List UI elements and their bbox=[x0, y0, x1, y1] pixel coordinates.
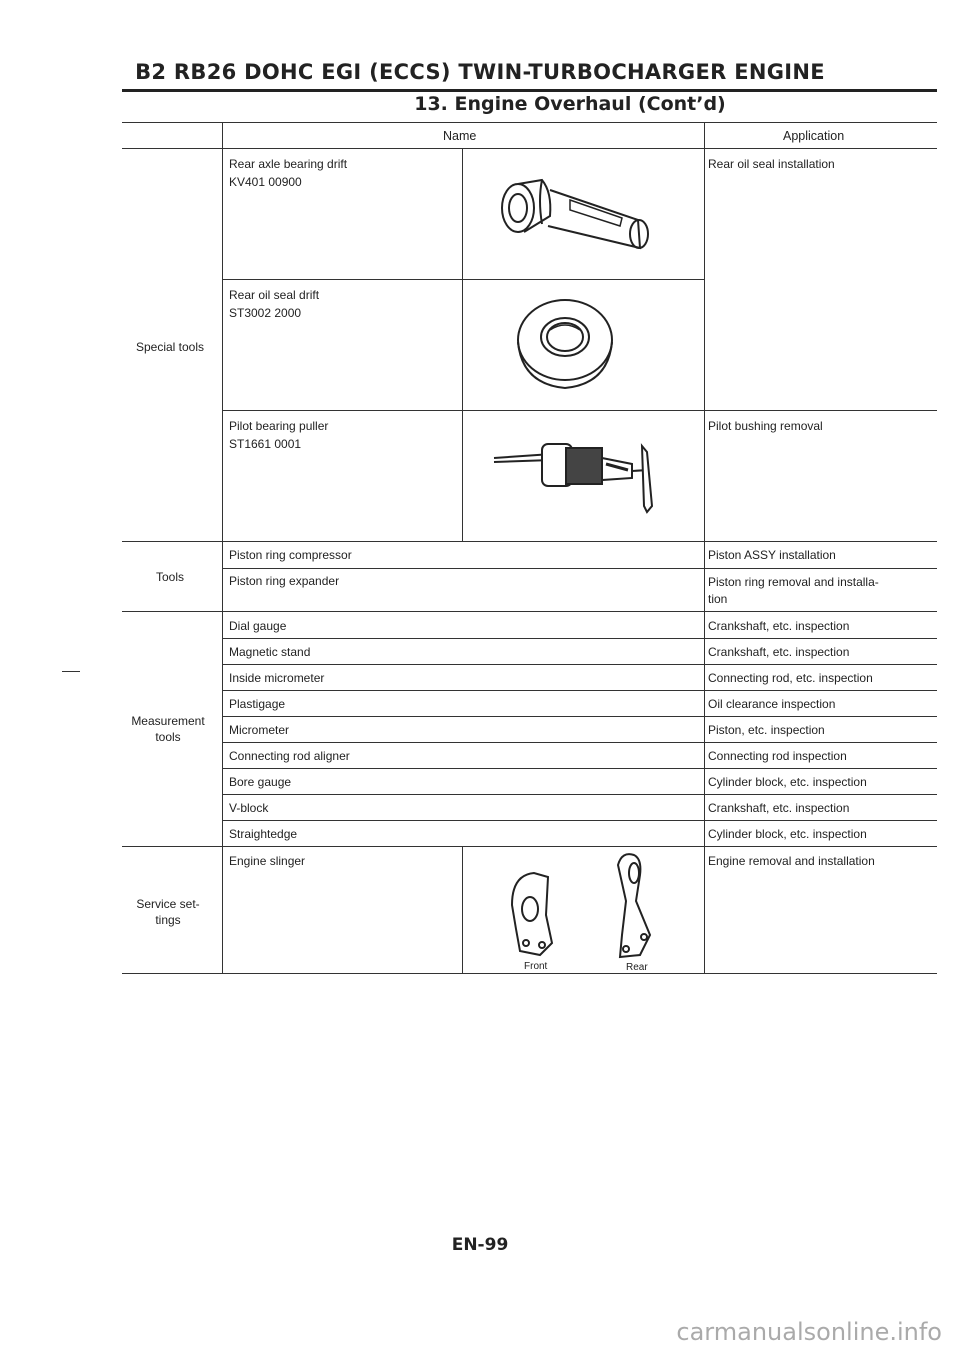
engine-slinger-illustration bbox=[490, 845, 680, 970]
category-service-settings bbox=[118, 896, 218, 928]
slinger-rear-label: Rear bbox=[626, 962, 648, 973]
tool-name: Micrometer bbox=[229, 723, 290, 737]
tool-application: Connecting rod inspection bbox=[708, 749, 847, 763]
category-tools: Tools bbox=[155, 570, 184, 584]
tool-name: Plastigage bbox=[229, 697, 286, 711]
tool-name: V-block bbox=[229, 801, 269, 815]
tool-name: Piston ring compressor bbox=[229, 548, 352, 562]
tool-application: Crankshaft, etc. inspection bbox=[708, 645, 850, 659]
tool-part-number: KV401 00900 bbox=[229, 175, 302, 189]
tool-name: Engine slinger bbox=[229, 854, 306, 868]
tool-name: Straightedge bbox=[229, 827, 298, 841]
tool-name: Inside micrometer bbox=[229, 671, 325, 685]
tool-name: Magnetic stand bbox=[229, 645, 311, 659]
rear-oil-seal-drift-illustration bbox=[510, 292, 620, 397]
tool-name: Bore gauge bbox=[229, 775, 292, 789]
tool-name: Rear axle bearing drift bbox=[229, 157, 348, 171]
column-header-application: Application bbox=[783, 129, 845, 143]
margin-mark bbox=[62, 671, 80, 672]
tool-name: Pilot bearing puller bbox=[229, 419, 329, 433]
pilot-bearing-puller-illustration bbox=[492, 436, 670, 516]
tool-application: Piston ring removal and installa- bbox=[708, 575, 879, 589]
document-title: B2 RB26 DOHC EGI (ECCS) TWIN-TURBOCHARGER ENGINE bbox=[135, 60, 825, 84]
column-header-name: Name bbox=[443, 129, 477, 143]
tool-name: Connecting rod aligner bbox=[229, 749, 350, 763]
rear-axle-bearing-drift-illustration bbox=[490, 168, 665, 268]
page-number: EN-99 bbox=[451, 1235, 509, 1255]
tool-application: Connecting rod, etc. inspection bbox=[708, 671, 873, 685]
tool-application: Crankshaft, etc. inspection bbox=[708, 801, 850, 815]
category-measurement-line2: tools bbox=[155, 730, 181, 744]
section-subtitle: 13. Engine Overhaul (Cont’d) bbox=[414, 93, 726, 115]
category-service-line2: tings bbox=[155, 913, 181, 927]
category-service-line1: Service set- bbox=[136, 897, 200, 911]
tool-application: Crankshaft, etc. inspection bbox=[708, 619, 850, 633]
tool-application: Pilot bushing removal bbox=[708, 419, 823, 433]
tool-application-cont: tion bbox=[708, 592, 728, 606]
slinger-front-label: Front bbox=[524, 961, 548, 972]
tool-application: Cylinder block, etc. inspection bbox=[708, 827, 867, 841]
watermark: carmanualsonline.info bbox=[676, 1318, 942, 1346]
title-rule bbox=[122, 89, 937, 92]
tool-part-number: ST3002 2000 bbox=[229, 306, 302, 320]
tool-name: Dial gauge bbox=[229, 619, 287, 633]
category-measurement-tools bbox=[118, 713, 218, 745]
tool-application: Piston, etc. inspection bbox=[708, 723, 825, 737]
tool-application: Piston ASSY installation bbox=[708, 548, 836, 562]
tool-application: Cylinder block, etc. inspection bbox=[708, 775, 867, 789]
tool-application: Oil clearance inspection bbox=[708, 697, 836, 711]
tool-name: Rear oil seal drift bbox=[229, 288, 320, 302]
category-measurement-line1: Measurement bbox=[131, 714, 205, 728]
tool-application: Engine removal and installation bbox=[708, 854, 875, 868]
tool-application: Rear oil seal installation bbox=[708, 157, 835, 171]
tool-name: Piston ring expander bbox=[229, 574, 340, 588]
tool-part-number: ST1661 0001 bbox=[229, 437, 302, 451]
category-special-tools: Special tools bbox=[135, 340, 205, 354]
